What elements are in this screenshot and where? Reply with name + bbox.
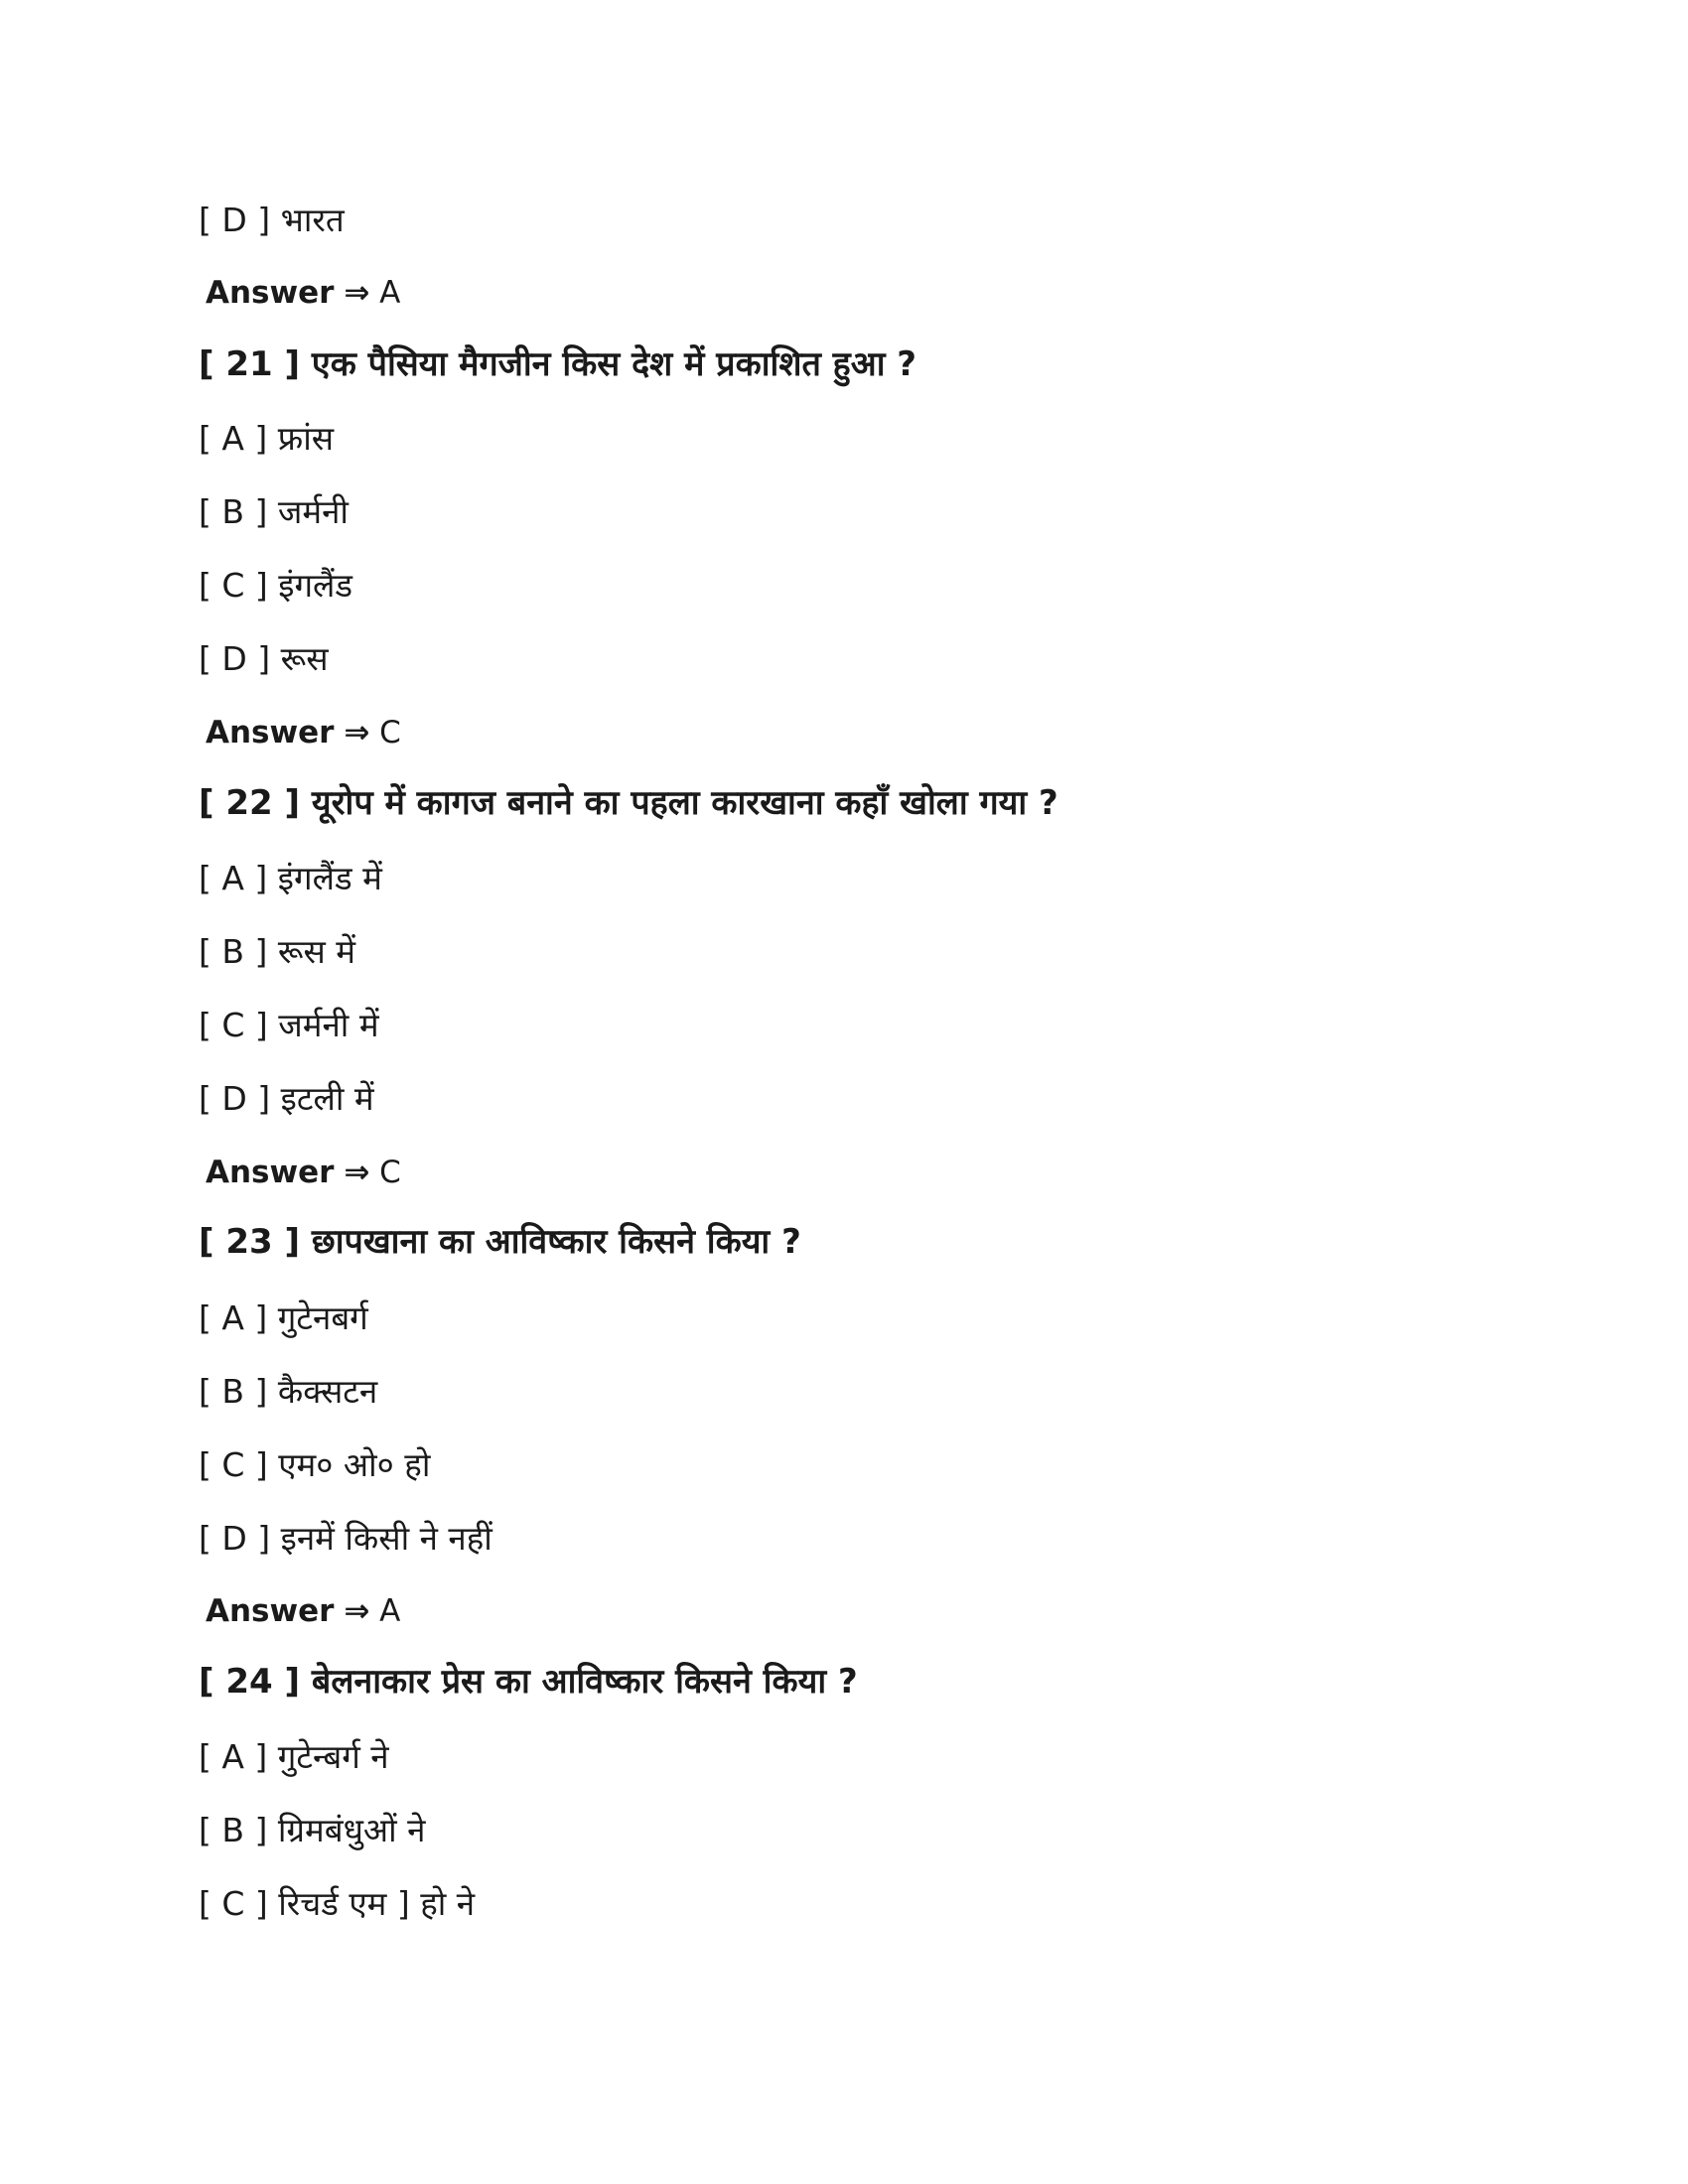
question-24: [ 24 ] बेलनाकार प्रेस का आविष्कार किसने किया ? [199, 1662, 858, 1702]
answer-value: A [379, 275, 401, 311]
answer-value: C [379, 1155, 401, 1190]
answer-label: Answer [206, 1593, 335, 1629]
answer-line [206, 715, 401, 751]
option-line: [ A ] गुटेन्बर्ग ने [199, 1737, 389, 1776]
question-22: [ 22 ] यूरोप में कागज बनाने का पहला कारखाना कहाँ खोला गया ? [199, 783, 1058, 823]
answer-label: Answer [206, 1155, 335, 1190]
answer-arrow: ⇒ [344, 1155, 370, 1190]
option-line: [ B ] ग्रिमबंधुओं ने [199, 1811, 426, 1849]
option-line: [ B ] रूस में [199, 932, 356, 971]
answer-line [206, 1593, 401, 1629]
option-line: [ C ] रिचर्ड एम ] हो ने [199, 1884, 476, 1923]
question-23: [ 23 ] छापखाना का आविष्कार किसने किया ? [199, 1222, 801, 1262]
option-line: [ C ] इंगलैंड [199, 566, 353, 605]
option-line: [ D ] भारत [199, 201, 345, 239]
option-line: [ D ] इनमें किसी ने नहीं [199, 1519, 492, 1558]
answer-line [206, 275, 401, 311]
answer-value: C [379, 715, 401, 751]
answer-line [206, 1155, 401, 1190]
option-line: [ D ] इटली में [199, 1079, 374, 1118]
answer-label: Answer [206, 275, 335, 311]
option-line: [ A ] इंगलैंड में [199, 859, 382, 897]
answer-arrow: ⇒ [344, 715, 370, 751]
answer-arrow: ⇒ [344, 1593, 370, 1629]
option-line: [ C ] जर्मनी में [199, 1006, 379, 1044]
option-line: [ B ] कैक्सटन [199, 1372, 378, 1411]
question-21: [ 21 ] एक पैसिया मैगजीन किस देश में प्रकाशित हुआ ? [199, 344, 917, 384]
answer-arrow: ⇒ [344, 275, 370, 311]
option-line: [ B ] जर्मनी [199, 492, 349, 531]
option-line: [ C ] एम० ओ० हो [199, 1445, 431, 1484]
option-line: [ A ] फ्रांस [199, 419, 335, 458]
answer-label: Answer [206, 715, 335, 751]
option-line: [ D ] रूस [199, 639, 329, 678]
option-line: [ A ] गुटेनबर्ग [199, 1298, 368, 1337]
answer-value: A [379, 1593, 401, 1629]
